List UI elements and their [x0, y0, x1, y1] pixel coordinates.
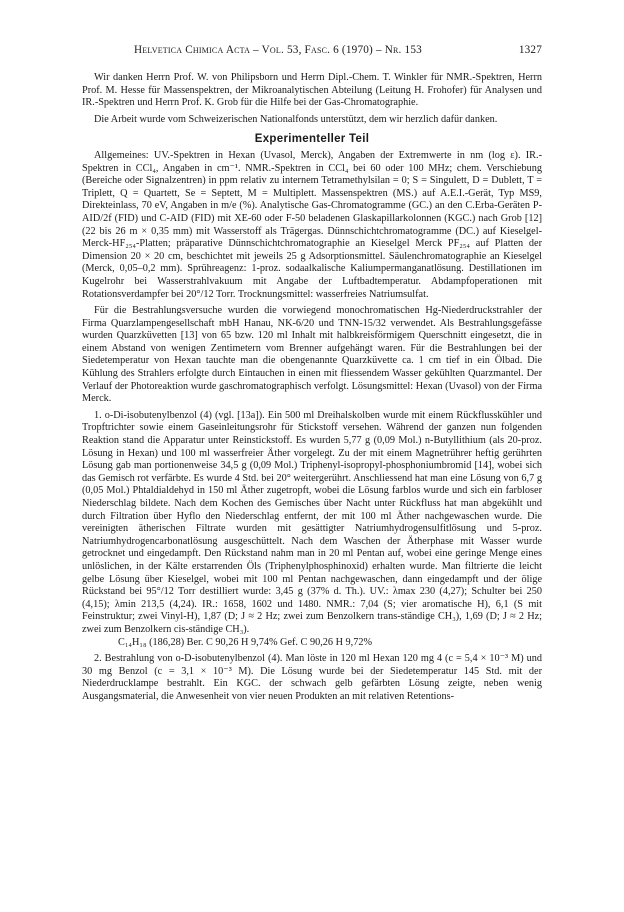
funding-paragraph: Die Arbeit wurde vom Schweizerischen Nationalfonds unterstützt, dem wir herzlich dafür danken. [94, 113, 498, 125]
synthesis-step-2-paragraph: 2. Bestrahlung von o-D-isobutenylbenzol (4). Man löste in 120 ml Hexan 120 mg 4 (c = 5,4 × 10⁻³ M) und 30 mg Benzol (c = 3,1 × 10⁻³ M). Die Lösung wurde bei der Siedetemperatur 145 Std. mit der Niederdrucklampe bestrahlt. Ein KGC. der schwach gelb gefärbten Lösung zeigte, neben wenig Ausgangsmaterial, die Anwesenheit von vier neuen Produkten an mit relativen Retentions- [82, 653, 542, 702]
page-number: 1327 [518, 44, 542, 56]
running-title: Helvetica Chimica Acta – Vol. 53, Fasc. 6 (1970) – Nr. 153 [134, 44, 422, 56]
page-body [82, 72, 542, 704]
synthesis-step-1-paragraph: 1. o-Di-isobutenylbenzol (4) (vgl. [13a]). Ein 500 ml Dreihalskolben wurde mit einem Rückflusskühler und Tropftrichter sowie einem Gaseinleitungsrohr für Stickstoff versehen. Während der ganzen nun folgenden Reaktion stand die Apparatur unter Reinstickstoff. Es wurden 5,77 g (0,09 Mol.) n-Butyllithium (als 20-proz. Lösung in Hexan) und 100 ml wasserfreier Äther vorgelegt. Zu der mit einem Magnetrührer heftig gerührten Lösung gab man portionenweise 34,5 g (0,09 Mol.) Triphenyl-isopropyl-phosphoniumbromid [14], wobei sich das Gemisch rot verfärbte. Es wurde 4 Std. bei 20° weitergerührt. Anschliessend hat man eine Lösung von 6,7 g (0,05 Mol.) Phtaldialdehyd in 150 ml Äther zugetropft, wobei die Lösung farblos wurde und sich ein farbloser Niederschlag bildete. Nach dem Kochen des Gemisches über Nacht unter Rückfluss hat man abgekühlt und durch Filtration über Hyflo den Niederschlag entfernt, der mit 100 ml Äther nachgewaschen wurde. Die vereinigten ätherischen Filtrate wurden mit gesättigter Natriumhydrogensulfitlösung und 5-proz. Natriumhydrogencarbonatlösung ausgeschüttelt. Nach dem Waschen der Ätherphase mit Wasser wurde getrocknet und eingedampft. Den Rückstand nahm man in 20 ml Pentan auf, wobei eine geringe Menge eines unlöslichen, in der Kälte erstarrenden Öls (Triphenylphosphinoxid) erhalten wurde. Man filtrierte die leicht gelbe Lösung über Kieselgel, wobei mit 100 ml Pentan nachgewaschen, dann eingedampft und der ölige Rückstand bei 95°/12 Torr destilliert wurde: 3,45 g (37% d. Th.). UV.: λmax 230 (4,27); Schulter bei 250 (4,15); λmin 213,5 (4,24). IR.: 1658, 1602 und 1480. NMR.: 7,04 (S; vier aromatische H), 6,1 (S mit Feinstruktur; zwei Vinyl-H), 1,87 (D; J ≈ 2 Hz; zwei zum Benzolkern trans-ständige CH₃), 1,69 (D; J ≈ 2 Hz; zwei zum Benzolkern cis-ständige CH₃). [82, 409, 542, 635]
irradiation-setup-paragraph: Für die Bestrahlungsversuche wurden die vorwiegend monochromatischen Hg-Niederdruckstrahler der Firma Quarzlampengesellschaft mbH Hanau, NK-6/20 und TNN-15/32 verwendet. Als Bestrahlungsgefässe wurden Quarzküvetten [13] von 65 bzw. 120 ml Inhalt mit halbkreisförmigem Querschnitt eingesetzt, die in einem Abstand von wenigen Zentimetern vom Brenner aufgehängt waren. Für die Bestrahlungen bei der Siedetemperatur von Hexan tauchte man die obengenannte Quarzküvette ca. 1 cm tief in ein Ölbad. Die Kühlung des Strahlers erfolgte durch Eintauchen in einen mit fliessendem Wasser gekühlten Quarzmantel. Der Verlauf der Photoreaktion wurde gaschromatographisch verfolgt. Lösungsmittel: Hexan (Uvasol) von der Firma Merck. [82, 305, 542, 405]
section-title: Experimenteller Teil [254, 133, 370, 146]
elemental-analysis-line: C₁₄H₁₈ (186,28) Ber. C 90,26 H 9,74% Gef. C 90,26 H 9,72% [118, 636, 373, 648]
general-methods-paragraph: Allgemeines: UV.-Spektren in Hexan (Uvasol, Merck), Angaben der Extremwerte in nm (log ε). IR.-Spektren in CCl₄, Angaben in cm⁻¹. NMR.-Spektren in CCl₄ bei 60 oder 100 MHz; chem. Verschiebung (Bereiche oder Signalzentren) in ppm relativ zu internem Tetramethylsilan = 0; S = Singulett, D = Dublett, T = Triplett, Q = Quartett, Se = Septett, M = Multiplett. Massenspektren (MS.) auf A.E.I.-Gerät, Typ MS9, Direkteinlass, 70 eV, Angaben in m/e (%). Analytische Gas-Chromatogramme (GC.) an den C.Erba-Geräten P-AID/2f (FID) und C-AID (FID) mit XE-60 oder F-50 beladenen Glaskapillarkolonnen (KGC.) nach Grob [12] (22 bis 26 m × 0,35 mm) mit Wasserstoff als Trägergas. Dünnschichtchromatogramme (DC.) auf Kieselgel-Merck-HF₂₅₄-Platten; präparative Dünnschichtchromatographie an Kieselgel Merck PF₂₅₄ auf Platten der Dimension 20 × 20 cm, beschichtet mit jeweils 25 g Adsorptionsmittel. Säulenchromatographie an Kieselgel (Merck, 0,05–0,2 mm). Sprühreagenz: 1-proz. sodaalkalische Kaliumpermanganatlösung. Destillationen im Kugelrohr bei Wasserstrahlvakuum mit Angabe der Luftbadtemperatur. Abdampfoperationen mit Rotationsverdampfer bei 20°/12 Torr. Trocknungsmittel: wasserfreies Natriumsulfat. [82, 149, 542, 300]
acknowledgement-paragraph: Wir danken Herrn Prof. W. von Philipsborn und Herrn Dipl.-Chem. T. Winkler für NMR.-Spektren, Herrn Prof. M. Hesse für Massenspektren, der Mikroanalytischen Abteilung (Leitung H. Frohofer) für Analysen und IR.-Spektren und Herrn Prof. K. Grob für die Hilfe bei der Gas-Chromatographie. [82, 72, 542, 109]
